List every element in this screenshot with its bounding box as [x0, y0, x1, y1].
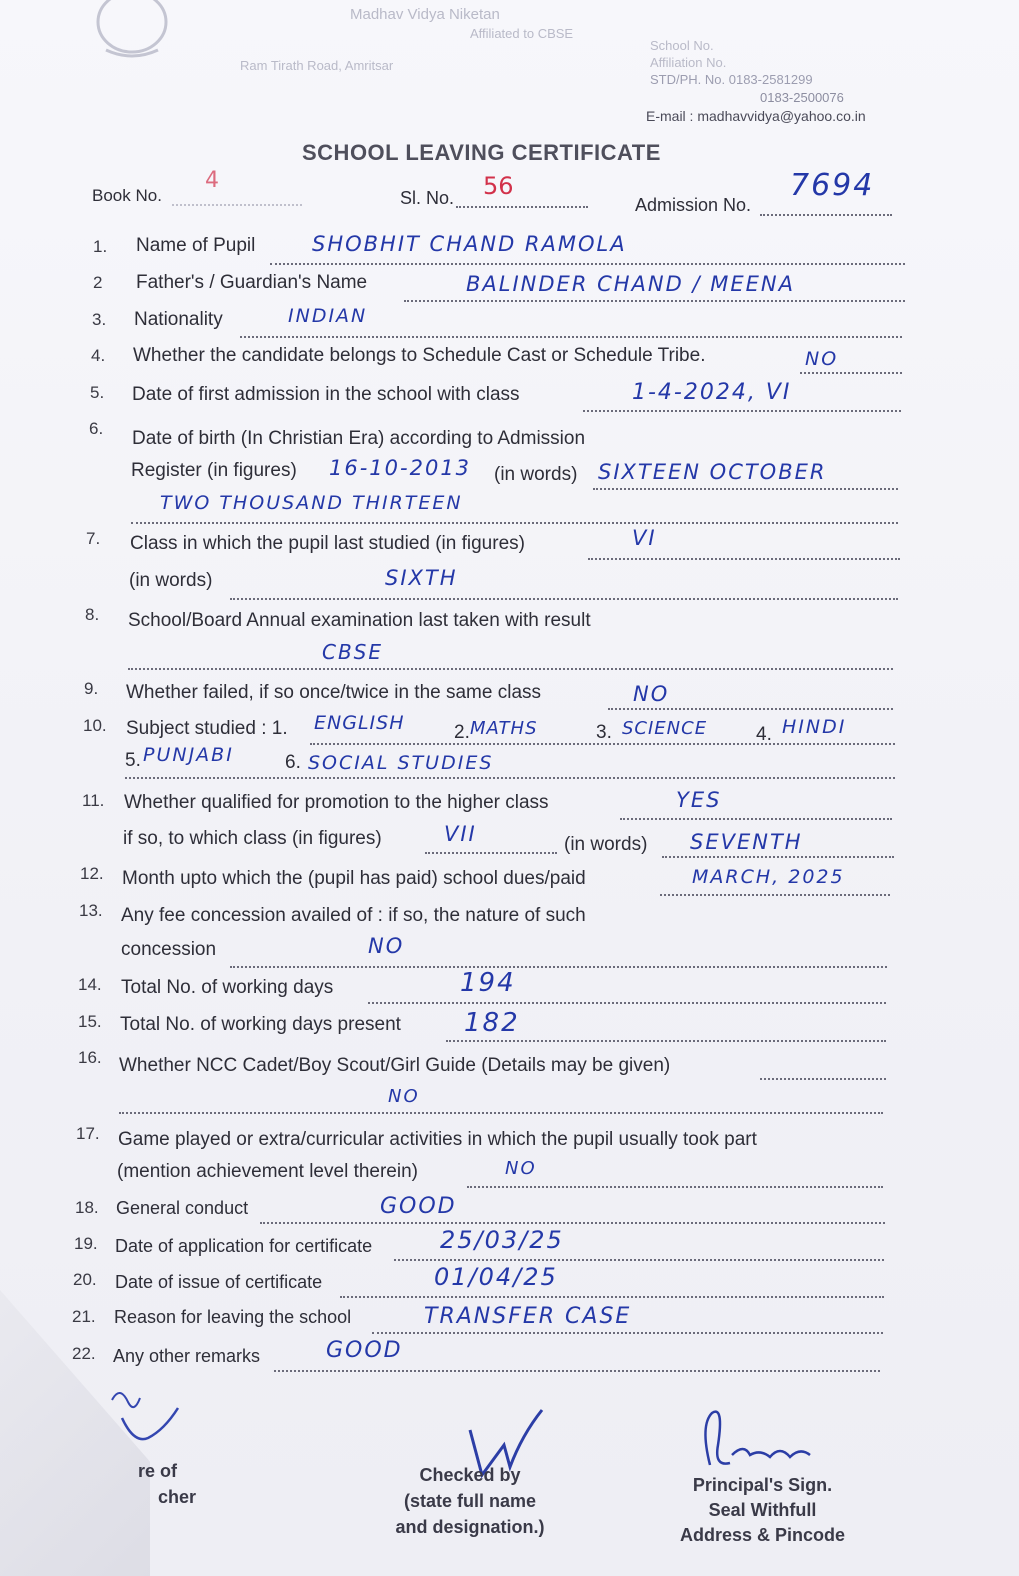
item-number: 9. — [84, 679, 99, 698]
dots — [125, 777, 895, 779]
days-present-label: Total No. of working days present — [120, 1014, 401, 1035]
item-number: 13. — [79, 901, 103, 920]
dob-figures-value: 16-10-2013 — [329, 456, 472, 480]
nationality-label: Nationality — [134, 309, 223, 330]
checked-by-detail-1: (state full name — [403, 1491, 537, 1511]
checked-by-detail-2: and designation.) — [395, 1517, 545, 1537]
dots — [270, 263, 905, 265]
item-number: 10. — [83, 716, 107, 735]
school-name-line: Madhav Vidya Niketan — [350, 6, 500, 23]
checked-by-label: Checked by — [419, 1465, 521, 1485]
dots — [588, 558, 900, 560]
item-number: 8. — [85, 605, 100, 624]
concession-value: NO — [368, 934, 405, 958]
item-number: 3. — [92, 310, 107, 329]
dots — [760, 1078, 886, 1080]
book-no-dots — [172, 204, 302, 206]
item-number: 5. — [90, 383, 105, 402]
subject-6-label: 6. — [285, 752, 301, 773]
item-number: 17. — [76, 1124, 100, 1143]
annual-exam-label: School/Board Annual examination last taken with result — [128, 610, 591, 631]
principal-sign-label: Principal's Sign. — [692, 1475, 833, 1495]
schedule-caste-value: NO — [805, 348, 839, 370]
subject-4-value: HINDI — [782, 716, 847, 738]
annual-exam-value: CBSE — [322, 640, 384, 664]
subject-2-value: MATHS — [470, 718, 538, 739]
subjects-label: Subject studied : 1. — [126, 718, 288, 739]
conduct-value: GOOD — [380, 1194, 457, 1219]
guardian-name-value: BALINDER CHAND / MEENA — [466, 272, 795, 296]
activities-label: Game played or extra/curricular activities in which the pupil usually took part — [118, 1129, 757, 1150]
dots — [372, 1332, 883, 1334]
dots — [467, 1186, 883, 1188]
email-line: E-mail : madhavvidya@yahoo.co.in — [646, 108, 866, 124]
subject-5-label: 5. — [125, 750, 141, 771]
admission-no-dots — [760, 214, 892, 216]
promotion-label: Whether qualified for promotion to the higher class — [124, 792, 549, 813]
item-number: 14. — [78, 975, 102, 994]
last-class-value: VI — [632, 526, 657, 550]
failed-label: Whether failed, if so once/twice in the same class — [126, 682, 542, 703]
promotion-class-label: if so, to which class (in figures) — [123, 828, 382, 849]
guardian-name-label: Father's / Guardian's Name — [136, 272, 368, 293]
item-number: 15. — [78, 1012, 102, 1031]
dots — [128, 668, 893, 670]
concession-label: concession — [121, 939, 217, 960]
admission-no-value: 7694 — [790, 168, 875, 203]
dues-value: MARCH, 2025 — [692, 866, 845, 888]
last-class-words-value: SIXTH — [385, 566, 458, 590]
item-number: 22. — [72, 1344, 96, 1363]
item-number: 1. — [93, 237, 108, 256]
fee-concession-label: Any fee concession availed of : if so, the nature of such — [121, 905, 586, 926]
item-number: 6. — [89, 419, 104, 438]
subject-6-value: SOCIAL STUDIES — [308, 752, 494, 774]
dots — [404, 300, 905, 302]
reason-value: TRANSFER CASE — [424, 1304, 632, 1329]
dues-label: Month upto which the (pupil has paid) school dues/paid — [122, 868, 586, 889]
std-phone: STD/PH. No. 0183-2581299 — [650, 72, 813, 87]
dots — [260, 1222, 885, 1224]
promotion-class-value: VII — [444, 822, 477, 846]
dob-label: Date of birth (In Christian Era) according to Admission — [132, 428, 586, 449]
days-present-value: 182 — [464, 1008, 520, 1038]
phone-2: 0183-2500076 — [760, 90, 844, 105]
teacher-sign-label-2: cher — [158, 1487, 197, 1507]
affiliation-no: Affiliation No. — [650, 55, 727, 70]
dots — [660, 894, 890, 896]
item-number: 16. — [78, 1048, 102, 1067]
dots — [593, 488, 898, 490]
dots — [800, 372, 902, 374]
promotion-words-value: SEVENTH — [690, 830, 803, 854]
book-no-label: Book No. — [92, 186, 162, 205]
remarks-value: GOOD — [326, 1338, 403, 1363]
working-days-label: Total No. of working days — [121, 977, 334, 998]
principal-seal-label: Seal Withfull — [708, 1500, 817, 1520]
remarks-label: Any other remarks — [113, 1346, 261, 1366]
promotion-words-label: (in words) — [564, 834, 648, 855]
last-class-words-label: (in words) — [129, 570, 213, 591]
dots — [119, 1112, 883, 1114]
application-date-label: Date of application for certificate — [115, 1236, 373, 1256]
dots — [368, 1002, 886, 1004]
dots — [274, 1370, 880, 1372]
subject-5-value: PUNJABI — [143, 744, 234, 766]
subject-1-value: ENGLISH — [314, 712, 405, 734]
certificate-title: SCHOOL LEAVING CERTIFICATE — [302, 140, 661, 165]
conduct-label: General conduct — [116, 1198, 249, 1218]
school-emblem-icon — [92, 0, 172, 60]
item-number: 19. — [74, 1234, 98, 1253]
book-no-value: 4 — [205, 168, 219, 193]
promotion-value: YES — [676, 788, 722, 812]
subject-3-value: SCIENCE — [622, 718, 708, 739]
admission-no-label: Admission No. — [635, 195, 752, 215]
item-number: 21. — [72, 1307, 96, 1326]
reason-label: Reason for leaving the school — [114, 1307, 352, 1327]
subject-2-label: 2. — [454, 722, 470, 743]
dots — [230, 966, 887, 968]
item-number: 2 — [93, 273, 103, 292]
activities-value: NO — [505, 1158, 537, 1179]
dob-figures-label: Register (in figures) — [131, 460, 297, 481]
working-days-value: 194 — [460, 968, 516, 998]
dots — [394, 1259, 884, 1261]
failed-value: NO — [633, 682, 670, 706]
dots — [446, 1040, 886, 1042]
dots — [230, 598, 898, 600]
name-of-pupil-value: SHOBHIT CHAND RAMOLA — [312, 232, 627, 256]
item-number: 4. — [91, 346, 106, 365]
dob-words-value: SIXTEEN OCTOBER — [598, 460, 827, 484]
dob-words-value-2: TWO THOUSAND THIRTEEN — [160, 492, 463, 514]
ncc-label: Whether NCC Cadet/Boy Scout/Girl Guide (Details may be given) — [119, 1055, 671, 1076]
schedule-caste-label: Whether the candidate belongs to Schedule Cast or Schedule Tribe. — [133, 345, 706, 366]
address-line: Ram Tirath Road, Amritsar — [240, 58, 394, 73]
dots — [340, 1296, 884, 1298]
name-of-pupil-label: Name of Pupil — [136, 235, 256, 256]
teacher-sign-label-1: re of — [138, 1461, 178, 1481]
subject-4-label: 4. — [756, 724, 772, 745]
subject-3-label: 3. — [596, 722, 612, 743]
dots — [608, 708, 893, 710]
item-number: 20. — [73, 1270, 97, 1289]
first-admission-label: Date of first admission in the school with class — [132, 384, 520, 405]
item-number: 18. — [75, 1198, 99, 1217]
last-class-label: Class in which the pupil last studied (in figures) — [130, 533, 525, 554]
dots — [240, 336, 902, 338]
teacher-signature-mark — [100, 1380, 220, 1470]
dots — [620, 818, 892, 820]
first-admission-value: 1-4-2024, VI — [632, 380, 792, 405]
dots — [131, 522, 898, 524]
affiliation-line: Affiliated to CBSE — [470, 26, 574, 41]
issue-date-label: Date of issue of certificate — [115, 1272, 323, 1292]
principal-address-label: Address & Pincode — [679, 1525, 846, 1545]
item-number: 11. — [82, 791, 105, 810]
school-no: School No. — [650, 38, 714, 53]
sl-no-dots — [456, 206, 588, 208]
issue-date-value: 01/04/25 — [434, 1263, 558, 1291]
sl-no-value: 56 — [483, 172, 514, 200]
ncc-value: NO — [388, 1086, 420, 1107]
dots — [583, 410, 901, 412]
item-number: 7. — [86, 529, 101, 548]
dots — [662, 856, 894, 858]
achievement-label: (mention achievement level therein) — [117, 1161, 418, 1182]
nationality-value: INDIAN — [288, 305, 368, 327]
item-number: 12. — [80, 864, 104, 883]
application-date-value: 25/03/25 — [440, 1226, 564, 1254]
dots — [425, 852, 557, 854]
sl-no-label: Sl. No. — [400, 188, 455, 208]
dob-words-label: (in words) — [494, 464, 578, 485]
